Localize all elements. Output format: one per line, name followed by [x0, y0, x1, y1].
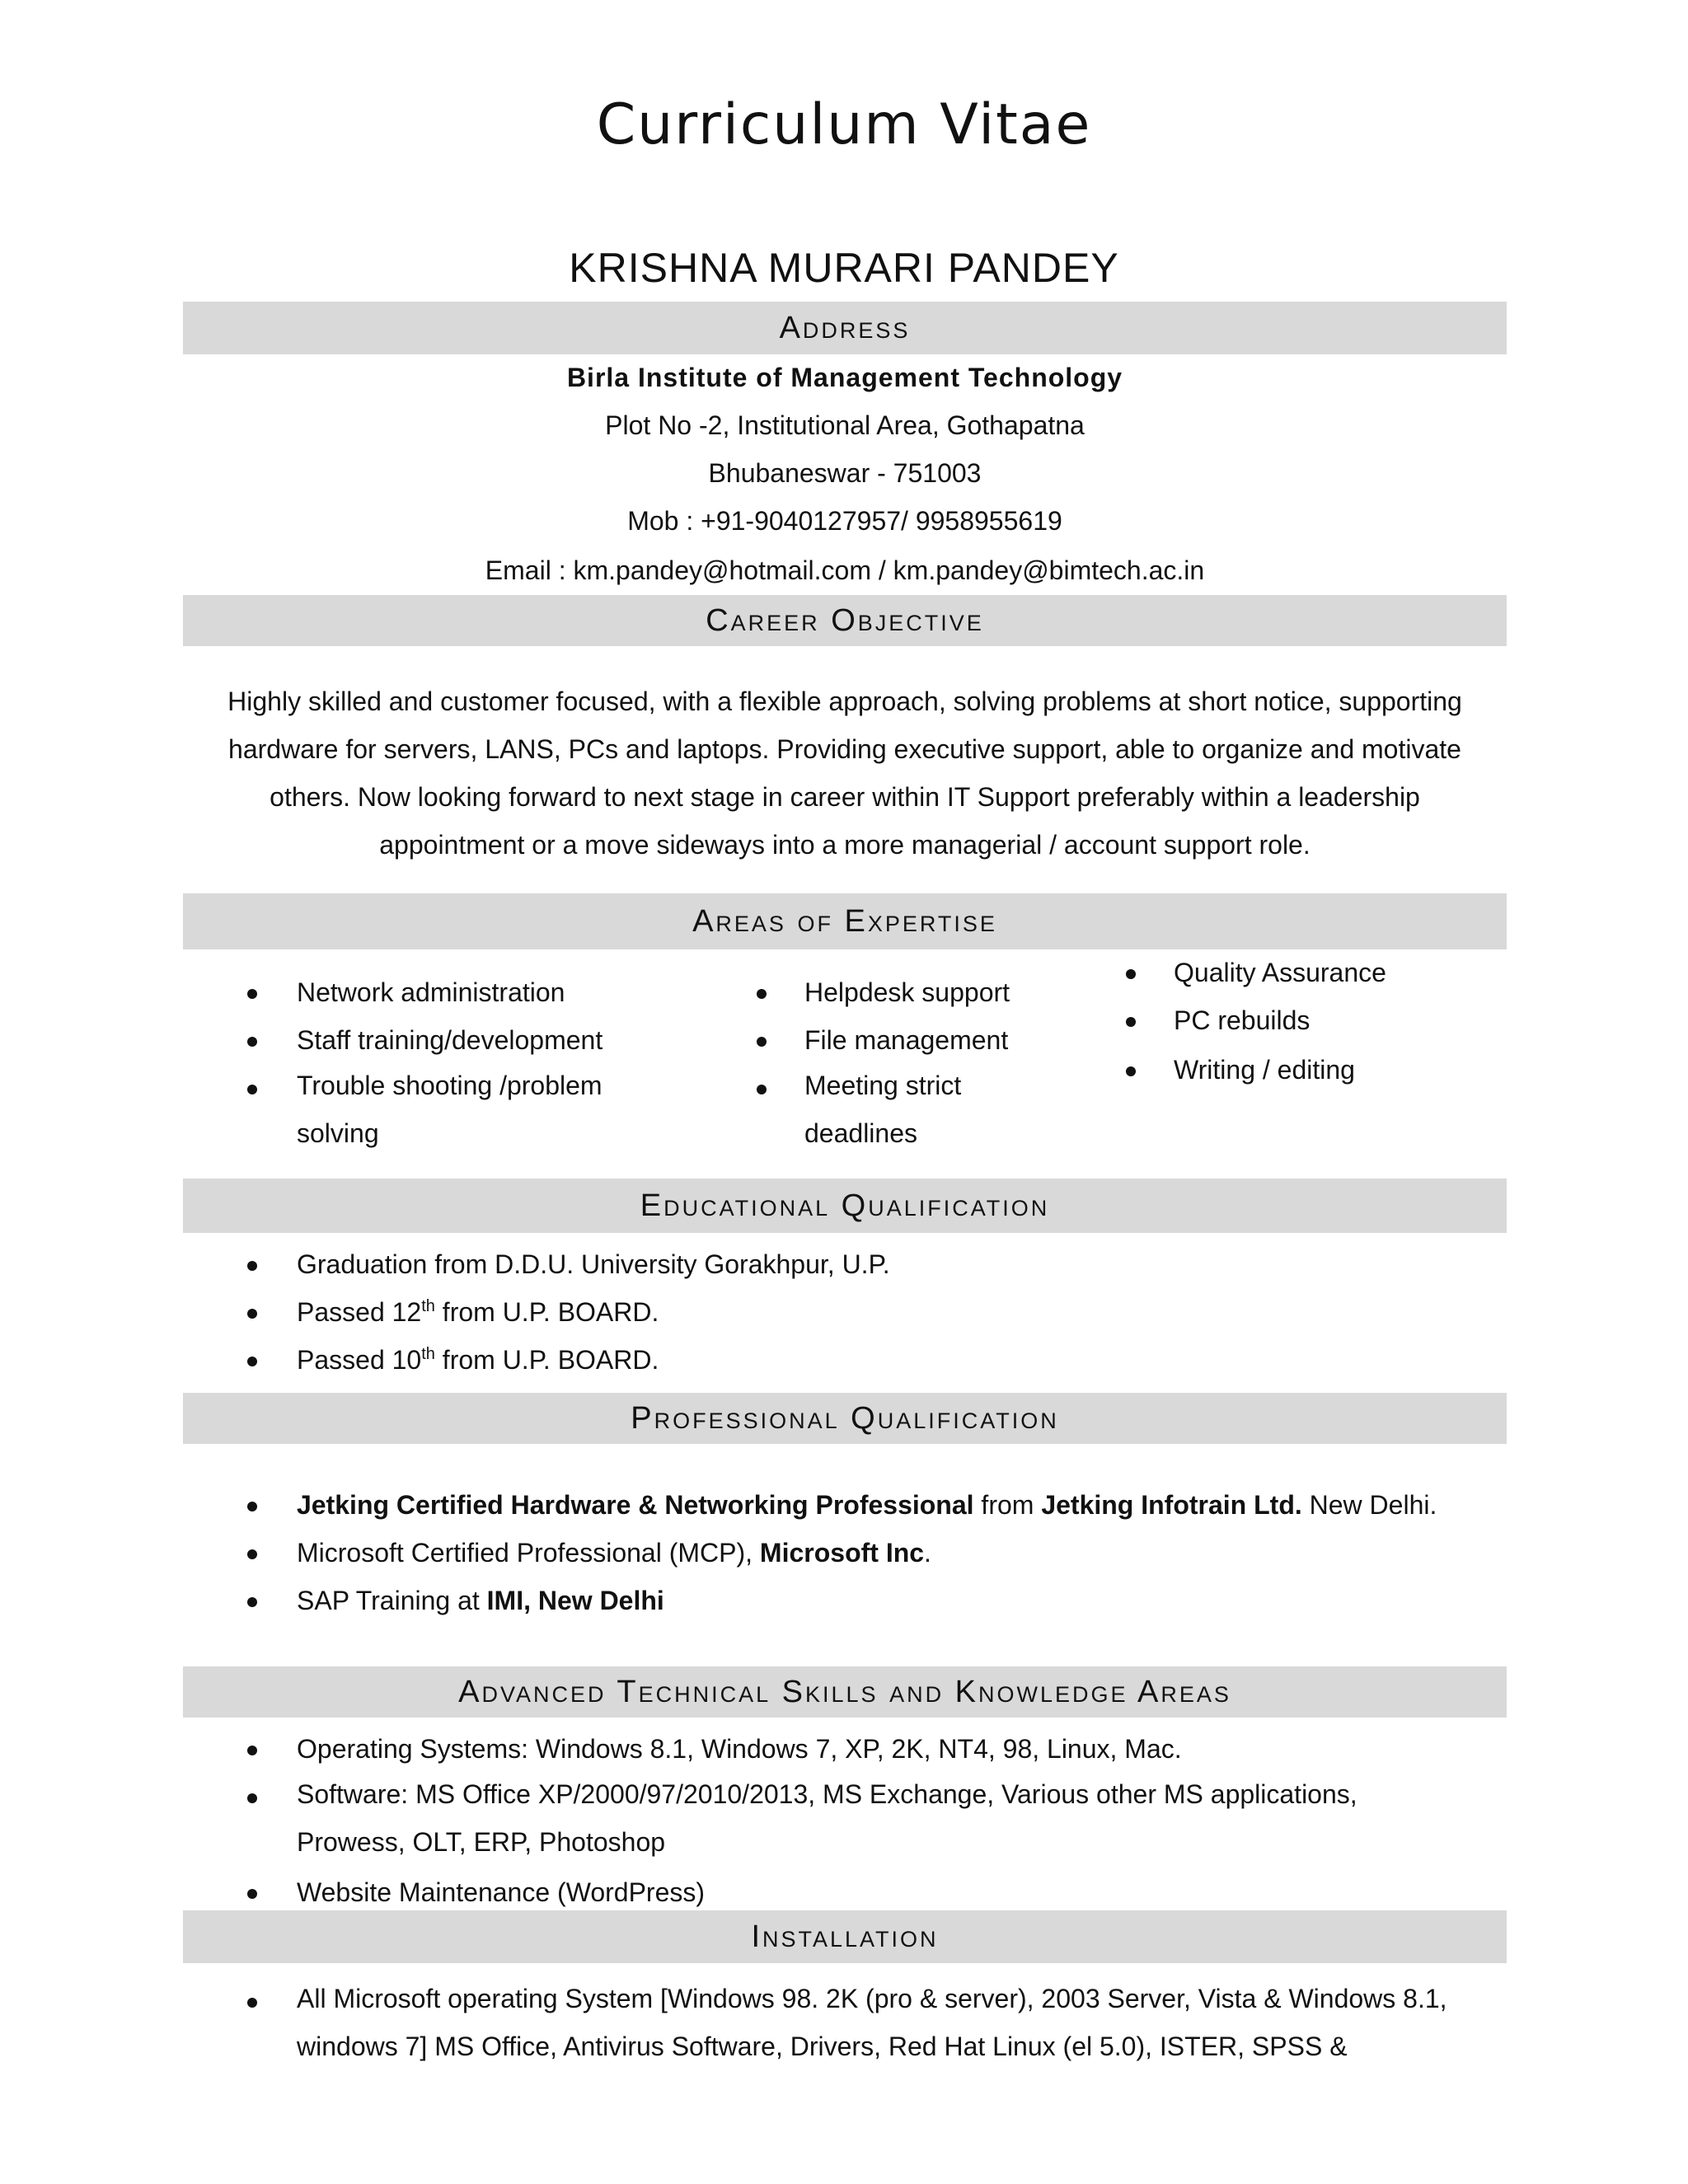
bullet-icon — [247, 1746, 257, 1755]
address-email: Email : km.pandey@hotmail.com / km.pandey@bimtech.ac.in — [485, 555, 1205, 585]
education-heading: Educational Qualification — [183, 1179, 1507, 1233]
professional-item: Jetking Certified Hardware & Networking Professional from Jetking Infotrain Ltd. New Delhi. — [297, 1490, 1437, 1520]
expertise-item: File management — [804, 1025, 1009, 1055]
bullet-icon — [757, 1037, 767, 1047]
expertise-item: Network administration — [297, 977, 565, 1007]
skills-item: Operating Systems: Windows 8.1, Windows 7, XP, 2K, NT4, 98, Linux, Mac. — [297, 1734, 1182, 1764]
skills-heading: Advanced Technical Skills and Knowledge Areas — [183, 1666, 1507, 1718]
bullet-icon — [247, 1502, 257, 1511]
bullet-icon — [1126, 969, 1136, 979]
bullet-icon — [757, 1085, 767, 1094]
document-title: Curriculum Vitae — [596, 92, 1092, 157]
bullet-icon — [247, 1597, 257, 1607]
skills-item: Software: MS Office XP/2000/97/2010/2013, MS Exchange, Various other MS applications, Prowess, OLT, ERP, Photoshop — [297, 1779, 1357, 1857]
professional-item: Microsoft Certified Professional (MCP), Microsoft Inc. — [297, 1538, 931, 1568]
bullet-icon — [1126, 1017, 1136, 1027]
bullet-icon — [247, 1357, 257, 1366]
skills-item: Website Maintenance (WordPress) — [297, 1877, 706, 1907]
professional-item: SAP Training at IMI, New Delhi — [297, 1586, 664, 1615]
bullet-icon — [247, 1037, 257, 1047]
address-institute: Birla Institute of Management Technology — [566, 363, 1123, 392]
expertise-item: Staff training/development — [297, 1025, 603, 1055]
expertise-item: Meeting strict deadlines — [804, 1071, 962, 1148]
bullet-icon — [247, 1549, 257, 1559]
address-line-2: Bhubaneswar - 751003 — [708, 458, 982, 488]
expertise-item: Helpdesk support — [804, 977, 1010, 1007]
bullet-icon — [247, 1309, 257, 1319]
education-item: Graduation from D.D.U. University Gorakhpur, U.P. — [297, 1249, 890, 1279]
bullet-icon — [247, 1889, 257, 1899]
education-item: Passed 12th from U.P. BOARD. — [297, 1297, 659, 1327]
address-mobile: Mob : +91-9040127957/ 9958955619 — [627, 506, 1062, 536]
bullet-icon — [247, 1998, 257, 2008]
bullet-icon — [1126, 1066, 1136, 1076]
professional-heading: Professional Qualification — [183, 1393, 1507, 1444]
candidate-name: KRISHNA MURARI PANDEY — [569, 245, 1119, 291]
bullet-icon — [247, 1793, 257, 1803]
address-heading: Address — [183, 302, 1507, 354]
education-item: Passed 10th from U.P. BOARD. — [297, 1345, 659, 1375]
expertise-heading: Areas of Expertise — [183, 893, 1507, 949]
installation-item: All Microsoft operating System [Windows 98. 2K (pro & server), 2003 Server, Vista & Windows 8.1, windows 7] MS Office, Antivirus Software, Drivers, Red Hat Linux (el 5.0), ISTER, SPSS & — [297, 1984, 1447, 2061]
bullet-icon — [757, 989, 767, 999]
installation-heading: Installation — [183, 1910, 1507, 1963]
bullet-icon — [247, 989, 257, 999]
address-line-1: Plot No -2, Institutional Area, Gothapatna — [605, 410, 1085, 440]
expertise-item: PC rebuilds — [1174, 1005, 1311, 1035]
expertise-item: Quality Assurance — [1174, 958, 1386, 987]
bullet-icon — [247, 1261, 257, 1271]
expertise-item: Trouble shooting /problem solving — [297, 1071, 603, 1148]
expertise-item: Writing / editing — [1174, 1055, 1355, 1085]
career-objective-text: Highly skilled and customer focused, with a flexible approach, solving problems at short notice, supporting hardware for servers, LANS, PCs and laptops. Providing executive support, able to organize and motivate others. Now looking forward to next stage in career within IT Support preferably within a leadership appointment or a move sideways into a more managerial / account support role. — [227, 687, 1462, 860]
career-objective-heading: Career Objective — [183, 595, 1507, 646]
bullet-icon — [247, 1085, 257, 1094]
